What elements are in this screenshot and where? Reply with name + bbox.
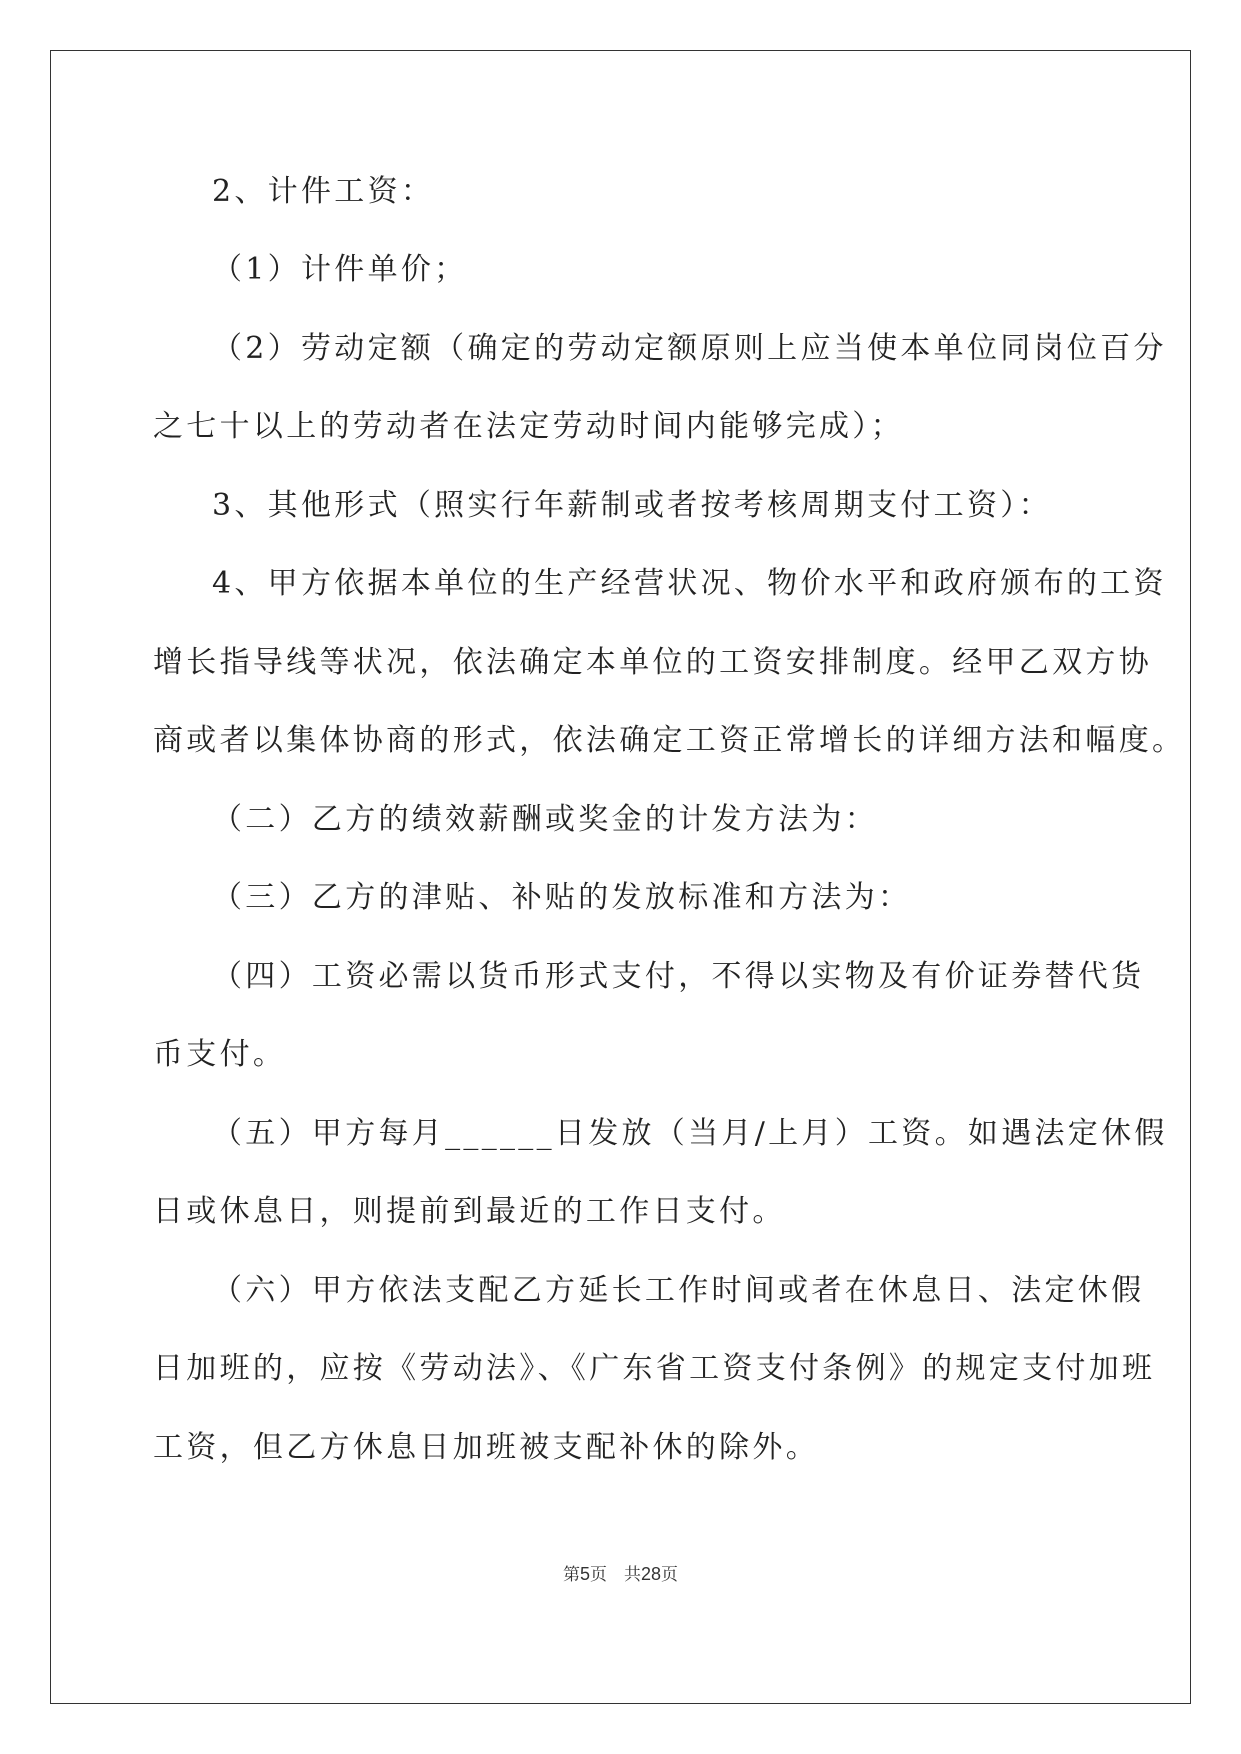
- page-suffix: 页: [661, 1565, 679, 1585]
- text-line: （二）乙方的绩效薪酬或奖金的计发方法为：: [212, 802, 878, 837]
- page-prefix: 第: [562, 1565, 580, 1585]
- text-line: （2）劳动定额（确定的劳动定额原则上应当使本单位同岗位百分: [212, 331, 1167, 366]
- text-line: 之七十以上的劳动者在法定劳动时间内能够完成）；: [153, 409, 904, 444]
- text-line: 4、甲方依据本单位的生产经营状况、物价水平和政府颁布的工资: [212, 566, 1167, 601]
- text-line: 商或者以集体协商的形式，依法确定工资正常增长的详细方法和幅度。: [153, 723, 1186, 758]
- page-number: 5: [579, 1564, 590, 1584]
- text-line: （1）计件单价；: [212, 252, 468, 287]
- text-line: 日加班的，应按《劳动法》、《广东省工资支付条例》的规定支付加班: [153, 1351, 1156, 1386]
- text-line: 日或休息日，则提前到最近的工作日支付。: [153, 1194, 786, 1229]
- text-line: 增长指导线等状况，依法确定本单位的工资安排制度。经甲乙双方协: [153, 645, 1152, 680]
- text-line: 工资，但乙方休息日加班被支配补休的除外。: [153, 1430, 819, 1465]
- text-line: 2、计件工资：: [212, 174, 435, 209]
- text-line: （四）工资必需以货币形式支付，不得以实物及有价证券替代货: [212, 959, 1145, 994]
- page-mid: 页 共: [589, 1565, 641, 1585]
- text-line: （六）甲方依法支配乙方延长工作时间或者在休息日、法定休假: [212, 1273, 1145, 1308]
- text-line: 3、其他形式（照实行年薪制或者按考核周期支付工资）：: [212, 488, 1052, 523]
- text-line: （五）甲方每月______日发放（当月/上月）工资。如遇法定休假: [212, 1116, 1168, 1151]
- page-footer: [0, 1563, 1241, 1586]
- total-pages: 28: [640, 1564, 662, 1584]
- text-line: 币支付。: [153, 1037, 287, 1072]
- text-line: （三）乙方的津贴、补贴的发放标准和方法为：: [212, 880, 912, 915]
